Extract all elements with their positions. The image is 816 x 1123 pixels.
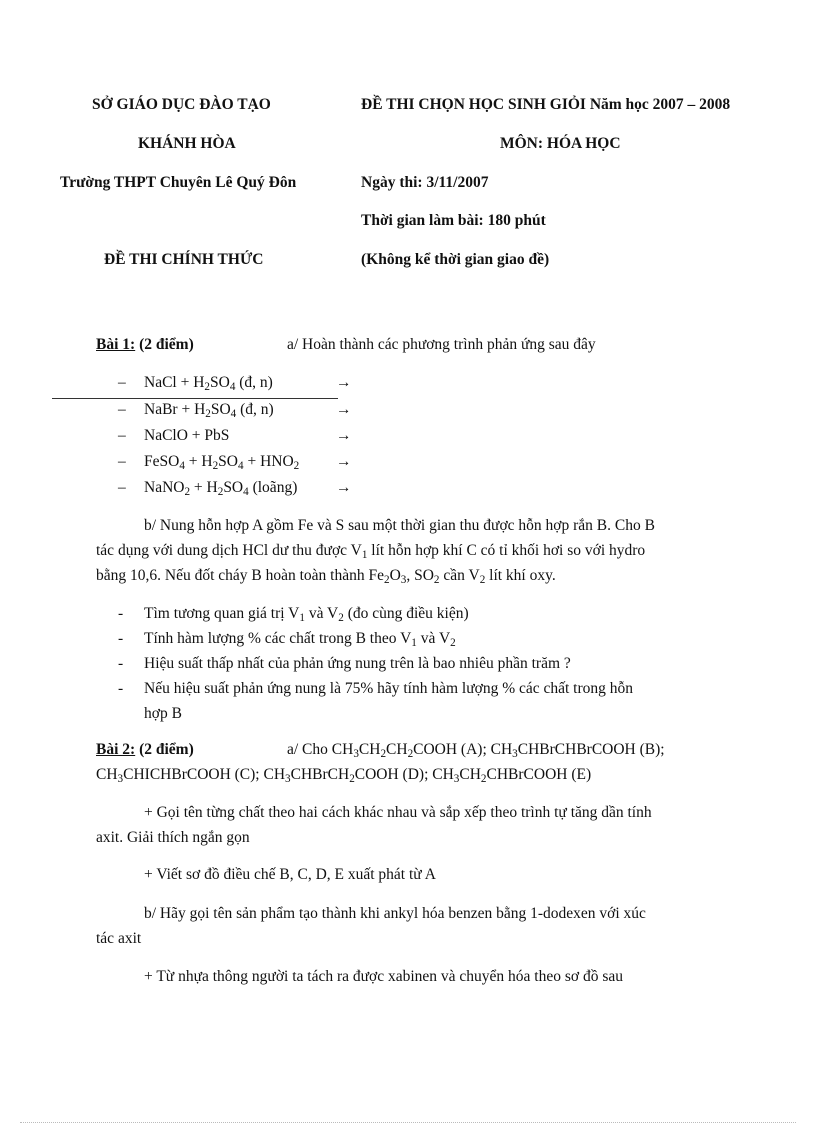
reaction-formula: FeSO$_4$ + $H_2SO_4 + HNO_2$ xyxy=(144,453,300,472)
bai2-points: (2 điểm) xyxy=(139,741,194,758)
bullet-item: Tính hàm lượng % các chất trong B theo $V_1$ và $V_2$ xyxy=(144,630,456,649)
bai1-part-a: a/ Hoàn thành các phương trình phản ứng sau đây xyxy=(287,336,596,353)
bai2-task1-line2: axit. Giải thích ngắn gọn xyxy=(96,829,250,846)
bullet-marker: - xyxy=(118,680,124,697)
subject: MÔN: HÓA HỌC xyxy=(500,135,621,152)
underline-rule xyxy=(52,398,338,399)
reaction-formula: NaClO + PbS xyxy=(144,427,230,444)
reaction-formula: NaNO$_2$ + $H_2SO_4$ (loãng) xyxy=(144,479,298,498)
bullet-marker: - xyxy=(118,630,124,647)
bai1-heading xyxy=(96,336,194,354)
official-exam-label: ĐỀ THI CHÍNH THỨC xyxy=(104,251,264,268)
bullet-marker: - xyxy=(118,655,124,672)
exam-title: ĐỀ THI CHỌN HỌC SINH GIỎI Năm học 2007 – 2008 xyxy=(361,96,731,113)
reaction-dash: – xyxy=(118,453,126,470)
bai1-title: Bài 1: xyxy=(96,336,136,353)
bai2-part-a-line1: a/ Cho $CH_3CH_2CH_2COOH$ (A); $CH_3CHBrCHBrCOOH$ (B); xyxy=(287,741,665,760)
province-name: KHÁNH HÒA xyxy=(138,135,236,152)
bai1-points: (2 điểm) xyxy=(139,336,194,353)
reaction-arrow-icon: → xyxy=(336,401,352,418)
school-name: Trường THPT Chuyên Lê Quý Đôn xyxy=(60,174,297,191)
reaction-arrow-icon: → xyxy=(336,453,352,470)
bullet-item: Tìm tương quan giá trị $V_1$ và $V_2$ (đo cùng điều kiện) xyxy=(144,605,469,624)
reaction-formula: NaBr + $H_2SO_4$ (đ, n) xyxy=(144,401,274,420)
bai2-task1-line1: + Gọi tên từng chất theo hai cách khác nhau và sắp xếp theo trình tự tăng dần tính xyxy=(144,804,652,821)
bullet-item: hợp B xyxy=(144,705,182,722)
reaction-arrow-icon: → xyxy=(336,374,352,391)
dept-name: SỞ GIÁO DỤC ĐÀO TẠO xyxy=(92,96,271,113)
reaction-dash: – xyxy=(118,374,126,391)
duration-note: (Không kể thời gian giao đề) xyxy=(361,251,550,268)
reaction-arrow-icon: → xyxy=(336,479,352,496)
reaction-dash: – xyxy=(118,427,126,444)
reaction-formula: NaCl + $H_2SO_4$ (đ, n) xyxy=(144,374,273,393)
bullet-item: Hiệu suất thấp nhất của phản ứng nung trên là bao nhiêu phần trăm ? xyxy=(144,655,571,672)
bai2-part-a-line2: $CH_3CHICHBrCOOH$ (C); $CH_3CHBrCH_2COOH$ (D); $CH_3CH_2CHBrCOOH$ (E) xyxy=(96,766,592,785)
reaction-dash: – xyxy=(118,401,126,418)
duration: Thời gian làm bài: 180 phút xyxy=(361,212,546,229)
reaction-dash: – xyxy=(118,479,126,496)
bullet-marker: - xyxy=(118,605,124,622)
bai2-task2: + Viết sơ đồ điều chế B, C, D, E xuất phát từ A xyxy=(144,866,436,883)
exam-date: Ngày thi: 3/11/2007 xyxy=(361,174,489,191)
bai1-part-b-line3: bằng 10,6. Nếu đốt cháy B hoàn toàn thành $Fe_2O_3$, $SO_2$ cần $V_2$ lít khí oxy. xyxy=(96,567,556,586)
bai1-part-b-line2: tác dụng với dung dịch HCl dư thu được $V_1$ lít hỗn hợp khí C có tỉ khối hơi so với hydro xyxy=(96,542,646,561)
bai2-part-b-line1: b/ Hãy gọi tên sản phẩm tạo thành khi ankyl hóa benzen bằng 1-dodexen với xúc xyxy=(144,905,646,922)
bai2-part-b-line2: tác axit xyxy=(96,930,142,947)
bai2-task3: + Từ nhựa thông người ta tách ra được xabinen và chuyển hóa theo sơ đồ sau xyxy=(144,968,624,985)
reaction-arrow-icon: → xyxy=(336,427,352,444)
bullet-item: Nếu hiệu suất phản ứng nung là 75% hãy tính hàm lượng % các chất trong hỗn xyxy=(144,680,634,697)
bai2-heading xyxy=(96,741,194,759)
bai1-part-b-line1: b/ Nung hỗn hợp A gồm Fe và S sau một thời gian thu được hỗn hợp rắn B. Cho B xyxy=(144,517,655,534)
bai2-title: Bài 2: xyxy=(96,741,136,758)
